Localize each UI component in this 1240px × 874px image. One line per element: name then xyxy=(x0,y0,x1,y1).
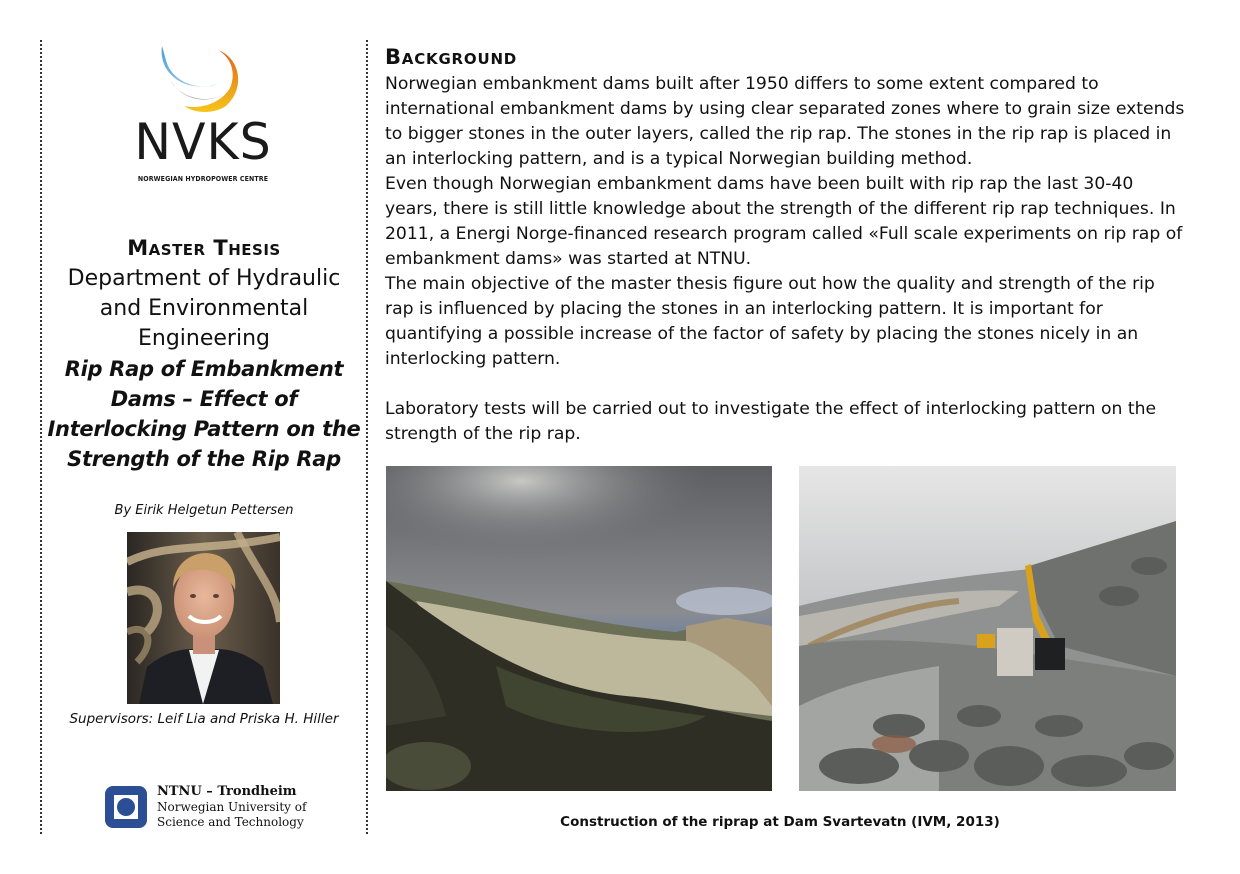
author-name: By Eirik Helgetun Pettersen xyxy=(114,503,294,518)
ntnu-line1: Norwegian University of xyxy=(157,800,307,814)
paragraph-2: Even though Norwegian embankment dams have been built with rip rap the last 30-40 years, there is still little knowledge about the strength of the different rip rap techniques. In 2011, a Energi Norge-financed research program called «Full scale experiments on rip rap of embankment dams» was started at NTNU. xyxy=(385,174,1183,269)
background-body xyxy=(385,72,1185,447)
nvks-tagline: NORWEGIAN HYDROPOWER CENTRE xyxy=(137,175,269,183)
paragraph-1: Norwegian embankment dams built after 1950 differs to some extent compared to international embankment dams by using clear separated zones where to grain size extends to bigger stones in the outer layers, called the rip rap. The stones in the rip rap is placed in an interlocking pattern, and is a typical Norwegian building method. xyxy=(385,74,1185,169)
background-heading: Background xyxy=(385,45,518,69)
ntnu-name: NTNU – Trondheim xyxy=(157,784,297,799)
thesis-title: Rip Rap of Embankment Dams – Effect of Interlocking Pattern on the Strength of the Rip Rap xyxy=(47,357,361,471)
paragraph-4: Laboratory tests will be carried out to investigate the effect of interlocking pattern on the strength of the rip rap. xyxy=(385,399,1157,444)
dam-photo-1 xyxy=(386,466,772,791)
ntnu-line2: Science and Technology xyxy=(157,815,304,829)
author-portrait xyxy=(127,532,280,704)
department-name: Department of Hydraulic and Environmental Engineering xyxy=(67,266,341,351)
dam-photo-2 xyxy=(799,466,1176,791)
middle-dotted-divider xyxy=(366,40,368,834)
paragraph-3: The main objective of the master thesis figure out how the quality and strength of the rip rap is influenced by placing the stones in an interlocking pattern. It is important for quantifying a possible increase of the factor of safety by placing the stones nicely in an interlocking pattern. xyxy=(385,274,1155,369)
nvks-swoosh-icon xyxy=(156,44,250,116)
supervisors: Supervisors: Leif Lia and Priska H. Hiller xyxy=(69,711,339,727)
ntnu-emblem-icon xyxy=(105,786,147,828)
left-dotted-divider xyxy=(40,40,42,834)
nvks-wordmark: NVKS xyxy=(134,113,272,171)
nvks-logo xyxy=(128,44,278,186)
ntnu-logo xyxy=(105,786,335,832)
thesis-label: Master Thesis xyxy=(127,236,281,260)
photo-caption: Construction of the riprap at Dam Svartevatn (IVM, 2013) xyxy=(560,814,1000,830)
